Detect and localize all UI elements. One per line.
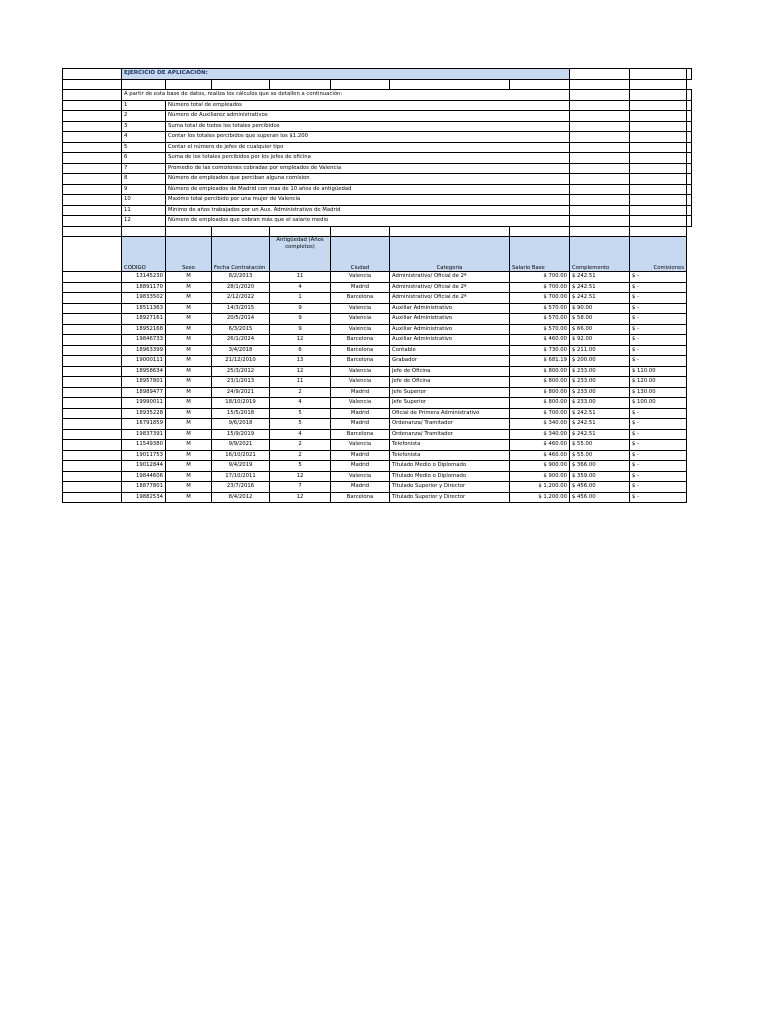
cell-sexo[interactable]: M xyxy=(166,419,212,430)
cell-complemento[interactable]: $ 200.00 xyxy=(570,356,630,367)
cell-antiguedad[interactable]: 2 xyxy=(270,387,331,398)
cell-complemento[interactable]: $ 456.00 xyxy=(570,482,630,493)
cell-complemento[interactable]: $ 55.00 xyxy=(570,440,630,451)
cell-fecha[interactable]: 6/3/2015 xyxy=(212,324,270,335)
cell-comisiones[interactable]: $ - xyxy=(630,450,687,461)
cell-fecha[interactable]: 23/7/2016 xyxy=(212,482,270,493)
task-text[interactable]: Contar los totales percibidos que superan los $1.200 xyxy=(166,132,570,143)
table-row xyxy=(63,408,692,419)
table-row xyxy=(63,293,692,304)
spreadsheet-table xyxy=(62,68,692,503)
task-row xyxy=(63,174,692,185)
cell-categoria[interactable]: Jefe Superior xyxy=(390,398,510,409)
task-row xyxy=(63,216,692,227)
task-row xyxy=(63,184,692,195)
header-fecha[interactable]: Fecha Contratación xyxy=(212,237,270,272)
cell-ciudad[interactable]: Madrid xyxy=(331,419,390,430)
cell-salario[interactable]: $ 900.00 xyxy=(510,471,570,482)
cell-fecha[interactable]: 16/10/2021 xyxy=(212,450,270,461)
cell-categoria[interactable]: Titulado Superior y Director xyxy=(390,492,510,503)
cell-fecha[interactable]: 9/4/2019 xyxy=(212,461,270,472)
cell-fecha[interactable]: 23/1/2013 xyxy=(212,377,270,388)
cell-salario[interactable]: $ 570.00 xyxy=(510,303,570,314)
table-row xyxy=(63,356,692,367)
cell-salario[interactable]: $ 340.00 xyxy=(510,419,570,430)
cell-sexo[interactable]: M xyxy=(166,492,212,503)
cell-salario[interactable]: $ 570.00 xyxy=(510,324,570,335)
cell-antiguedad[interactable]: 5 xyxy=(270,419,331,430)
cell-complemento[interactable]: $ 366.00 xyxy=(570,461,630,472)
intro-text[interactable]: A partir de esta base de datos, realiza los cálculos que se detallen a continuación: xyxy=(122,90,570,101)
table-row xyxy=(63,366,692,377)
task-text[interactable]: Número de empleados que perciban alguna comision xyxy=(166,174,570,185)
header-sexo[interactable]: Sexo xyxy=(166,237,212,272)
header-ciudad[interactable]: Ciudad xyxy=(331,237,390,272)
task-row xyxy=(63,163,692,174)
cell-fecha[interactable]: 17/10/2011 xyxy=(212,471,270,482)
cell-salario[interactable]: $ 460.00 xyxy=(510,450,570,461)
cell-comisiones[interactable]: $ - xyxy=(630,314,687,325)
task-row xyxy=(63,100,692,111)
table-row xyxy=(63,345,692,356)
cell-salario[interactable]: $ 730.00 xyxy=(510,345,570,356)
cell-fecha[interactable]: 21/12/2010 xyxy=(212,356,270,367)
cell-codigo[interactable]: 19833502 xyxy=(122,293,166,304)
cell-fecha[interactable]: 28/1/2020 xyxy=(212,282,270,293)
cell-salario[interactable]: $ 570.00 xyxy=(510,314,570,325)
cell-comisiones[interactable]: $ - xyxy=(630,303,687,314)
cell-categoria[interactable]: Oficial de Primera Administrativo xyxy=(390,408,510,419)
task-row xyxy=(63,132,692,143)
cell-complemento[interactable]: $ 233.00 xyxy=(570,398,630,409)
cell-salario[interactable]: $ 800.00 xyxy=(510,387,570,398)
cell-complemento[interactable]: $ 92.00 xyxy=(570,335,630,346)
task-number[interactable]: 5 xyxy=(122,142,166,153)
cell-antiguedad[interactable]: 12 xyxy=(270,335,331,346)
task-number[interactable]: 4 xyxy=(122,132,166,143)
cell-comisiones[interactable]: $ 100.00 xyxy=(630,398,687,409)
cell-sexo[interactable]: M xyxy=(166,450,212,461)
cell-categoria[interactable]: Ordenanza/ Tramitador xyxy=(390,419,510,430)
cell-fecha[interactable]: 15/5/2018 xyxy=(212,408,270,419)
cell-antiguedad[interactable]: 12 xyxy=(270,366,331,377)
cell-ciudad[interactable]: Valencia xyxy=(331,303,390,314)
cell-comisiones[interactable]: $ 120.00 xyxy=(630,377,687,388)
cell-ciudad[interactable]: Valencia xyxy=(331,324,390,335)
table-row xyxy=(63,440,692,451)
cell-sexo[interactable]: M xyxy=(166,377,212,388)
cell-sexo[interactable]: M xyxy=(166,324,212,335)
cell-codigo[interactable]: 18989477 xyxy=(122,387,166,398)
cell-fecha[interactable]: 24/9/2021 xyxy=(212,387,270,398)
cell-complemento[interactable]: $ 233.00 xyxy=(570,377,630,388)
cell-ciudad[interactable]: Barcelona xyxy=(331,356,390,367)
cell-categoria[interactable]: Administrativo/ Oficial de 2ª xyxy=(390,282,510,293)
task-number[interactable]: 2 xyxy=(122,111,166,122)
cell-complemento[interactable]: $ 456.00 xyxy=(570,492,630,503)
cell-ciudad[interactable]: Valencia xyxy=(331,377,390,388)
cell-sexo[interactable]: M xyxy=(166,398,212,409)
cell-salario[interactable]: $ 700.00 xyxy=(510,293,570,304)
cell-comisiones[interactable]: $ - xyxy=(630,282,687,293)
cell-antiguedad[interactable]: 9 xyxy=(270,324,331,335)
cell-antiguedad[interactable]: 1 xyxy=(270,293,331,304)
table-row xyxy=(63,324,692,335)
cell-comisiones[interactable]: $ - xyxy=(630,293,687,304)
task-number[interactable]: 8 xyxy=(122,174,166,185)
cell-codigo[interactable]: 19011753 xyxy=(122,450,166,461)
cell-ciudad[interactable]: Madrid xyxy=(331,387,390,398)
cell-comisiones[interactable]: $ - xyxy=(630,419,687,430)
cell-complemento[interactable]: $ 242.51 xyxy=(570,419,630,430)
cell-ciudad[interactable]: Barcelona xyxy=(331,429,390,440)
cell-codigo[interactable]: 18958634 xyxy=(122,366,166,377)
cell-ciudad[interactable]: Madrid xyxy=(331,461,390,472)
cell-comisiones[interactable]: $ - xyxy=(630,471,687,482)
task-number[interactable]: 1 xyxy=(122,100,166,111)
cell-categoria[interactable]: Auxiliar Administrativo xyxy=(390,335,510,346)
cell-comisiones[interactable]: $ - xyxy=(630,335,687,346)
cell-categoria[interactable]: Auxiliar Administrativo xyxy=(390,324,510,335)
table-row xyxy=(63,282,692,293)
cell-codigo[interactable]: 16791859 xyxy=(122,419,166,430)
cell-sexo[interactable]: M xyxy=(166,366,212,377)
cell-codigo[interactable]: 18952168 xyxy=(122,324,166,335)
title-row xyxy=(63,69,692,80)
cell-antiguedad[interactable]: 7 xyxy=(270,482,331,493)
cell-fecha[interactable]: 3/4/2018 xyxy=(212,345,270,356)
cell-categoria[interactable]: Auxiliar Administrativo xyxy=(390,303,510,314)
cell-sexo[interactable]: M xyxy=(166,282,212,293)
cell-antiguedad[interactable]: 12 xyxy=(270,471,331,482)
cell-codigo[interactable]: 19846733 xyxy=(122,335,166,346)
cell-ciudad[interactable]: Madrid xyxy=(331,482,390,493)
task-number[interactable]: 6 xyxy=(122,153,166,164)
task-row xyxy=(63,121,692,132)
cell-ciudad[interactable]: Barcelona xyxy=(331,335,390,346)
cell-comisiones[interactable]: $ - xyxy=(630,272,687,283)
cell-salario[interactable]: $ 800.00 xyxy=(510,398,570,409)
table-row xyxy=(63,450,692,461)
cell-sexo[interactable]: M xyxy=(166,471,212,482)
cell-comisiones[interactable]: $ - xyxy=(630,356,687,367)
cell-complemento[interactable]: $ 242.51 xyxy=(570,408,630,419)
cell-antiguedad[interactable]: 13 xyxy=(270,356,331,367)
cell-ciudad[interactable]: Valencia xyxy=(331,471,390,482)
header-categoria[interactable]: Categoria xyxy=(390,237,510,272)
cell-fecha[interactable]: 8/4/2012 xyxy=(212,492,270,503)
task-row xyxy=(63,111,692,122)
cell-categoria[interactable]: Auxiliar Administrativo xyxy=(390,314,510,325)
cell-salario[interactable]: $ 700.00 xyxy=(510,282,570,293)
cell-complemento[interactable]: $ 90.00 xyxy=(570,303,630,314)
task-text[interactable]: Número de empleados de Madrid con mas de 10 años de antigüedad xyxy=(166,184,570,195)
cell-salario[interactable]: $ 900.00 xyxy=(510,461,570,472)
table-row xyxy=(63,429,692,440)
cell-antiguedad[interactable]: 6 xyxy=(270,345,331,356)
cell-complemento[interactable]: $ 233.00 xyxy=(570,366,630,377)
cell-codigo[interactable]: 18891170 xyxy=(122,282,166,293)
cell-categoria[interactable]: Contable xyxy=(390,345,510,356)
cell-categoria[interactable]: Jefe de Oficina xyxy=(390,366,510,377)
cell-salario[interactable]: $ 681.19 xyxy=(510,356,570,367)
cell-sexo[interactable]: M xyxy=(166,356,212,367)
cell-antiguedad[interactable]: 2 xyxy=(270,450,331,461)
cell-fecha[interactable]: 9/9/2021 xyxy=(212,440,270,451)
intro-row xyxy=(63,90,692,101)
cell-categoria[interactable]: Telefonista xyxy=(390,450,510,461)
cell-codigo[interactable]: 18877801 xyxy=(122,482,166,493)
cell-salario[interactable]: $ 700.00 xyxy=(510,272,570,283)
cell-complemento[interactable]: $ 58.00 xyxy=(570,314,630,325)
cell-sexo[interactable]: M xyxy=(166,387,212,398)
cell-salario[interactable]: $ 800.00 xyxy=(510,366,570,377)
empty-row xyxy=(63,79,692,90)
cell-salario[interactable]: $ 460.00 xyxy=(510,335,570,346)
cell-complemento[interactable]: $ 242.51 xyxy=(570,272,630,283)
cell-codigo[interactable]: 18511363 xyxy=(122,303,166,314)
table-row xyxy=(63,398,692,409)
cell-categoria[interactable]: Titulado Medio o Diplomado xyxy=(390,471,510,482)
task-text[interactable]: Contar el número de jefes de cualquier tipo xyxy=(166,142,570,153)
task-text[interactable]: Número total de empleados xyxy=(166,100,570,111)
cell-complemento[interactable]: $ 242.51 xyxy=(570,282,630,293)
cell-fecha[interactable]: 8/2/2013 xyxy=(212,272,270,283)
task-text[interactable]: Número de Auxiliarez administrativos xyxy=(166,111,570,122)
cell-ciudad[interactable]: Madrid xyxy=(331,450,390,461)
cell-salario[interactable]: $ 1,200.00 xyxy=(510,492,570,503)
task-text[interactable]: Maximo total percibido por una mujer de Valencia xyxy=(166,195,570,206)
cell-codigo[interactable]: 18957801 xyxy=(122,377,166,388)
cell-antiguedad[interactable]: 9 xyxy=(270,314,331,325)
task-number[interactable]: 10 xyxy=(122,195,166,206)
table-row xyxy=(63,314,692,325)
cell-antiguedad[interactable]: 11 xyxy=(270,377,331,388)
cell-salario[interactable]: $ 1,200.00 xyxy=(510,482,570,493)
task-number[interactable]: 9 xyxy=(122,184,166,195)
cell-salario[interactable]: $ 340.00 xyxy=(510,429,570,440)
cell-categoria[interactable]: Telefonista xyxy=(390,440,510,451)
cell-sexo[interactable]: M xyxy=(166,482,212,493)
cell-categoria[interactable]: Grabador xyxy=(390,356,510,367)
header-complemento[interactable]: Complemento xyxy=(570,237,630,272)
cell-complemento[interactable]: $ 211.00 xyxy=(570,345,630,356)
task-number[interactable]: 11 xyxy=(122,205,166,216)
cell-complemento[interactable]: $ 242.51 xyxy=(570,429,630,440)
cell-complemento[interactable]: $ 66.00 xyxy=(570,324,630,335)
cell-antiguedad[interactable]: 5 xyxy=(270,408,331,419)
table-row xyxy=(63,335,692,346)
cell-comisiones[interactable]: $ - xyxy=(630,429,687,440)
cell-ciudad[interactable]: Madrid xyxy=(331,408,390,419)
cell-codigo[interactable]: 19882534 xyxy=(122,492,166,503)
task-number[interactable]: 7 xyxy=(122,163,166,174)
cell-comisiones[interactable]: $ - xyxy=(630,461,687,472)
table-row xyxy=(63,272,692,283)
cell-sexo[interactable]: M xyxy=(166,272,212,283)
cell-comisiones[interactable]: $ 110.00 xyxy=(630,366,687,377)
header-row xyxy=(63,237,692,272)
cell-categoria[interactable]: Administrativo/ Oficial de 2ª xyxy=(390,293,510,304)
cell-sexo[interactable]: M xyxy=(166,314,212,325)
cell-fecha[interactable]: 20/5/2014 xyxy=(212,314,270,325)
task-text[interactable]: Número de empleados que cobran más que el salario medio xyxy=(166,216,570,227)
cell-codigo[interactable]: 19844606 xyxy=(122,471,166,482)
table-row xyxy=(63,419,692,430)
sheet-title[interactable]: EJERCICIO DE APLICACIÓN: xyxy=(122,69,570,80)
task-row xyxy=(63,205,692,216)
cell-antiguedad[interactable]: 5 xyxy=(270,461,331,472)
cell-ciudad[interactable]: Valencia xyxy=(331,272,390,283)
cell-ciudad[interactable]: Valencia xyxy=(331,440,390,451)
sheet-body xyxy=(63,69,692,503)
task-row xyxy=(63,142,692,153)
cell-sexo[interactable]: M xyxy=(166,429,212,440)
cell-comisiones[interactable]: $ - xyxy=(630,324,687,335)
table-row xyxy=(63,461,692,472)
header-salario[interactable]: Salario Base xyxy=(510,237,570,272)
cell-categoria[interactable]: Ordenanza/ Tramitador xyxy=(390,429,510,440)
cell-comisiones[interactable]: $ - xyxy=(630,345,687,356)
cell-codigo[interactable]: 18935228 xyxy=(122,408,166,419)
cell-categoria[interactable]: Jefe de Oficina xyxy=(390,377,510,388)
cell-codigo[interactable]: 19012844 xyxy=(122,461,166,472)
cell-sexo[interactable]: M xyxy=(166,345,212,356)
cell-sexo[interactable]: M xyxy=(166,335,212,346)
cell-antiguedad[interactable]: 11 xyxy=(270,272,331,283)
cell-salario[interactable]: $ 800.00 xyxy=(510,377,570,388)
cell-codigo[interactable]: 18927161 xyxy=(122,314,166,325)
cell-complemento[interactable]: $ 242.51 xyxy=(570,293,630,304)
empty-row xyxy=(63,226,692,237)
cell-sexo[interactable]: M xyxy=(166,440,212,451)
header-comisiones[interactable]: Comisiones xyxy=(630,237,687,272)
cell-sexo[interactable]: M xyxy=(166,303,212,314)
cell-ciudad[interactable]: Barcelona xyxy=(331,492,390,503)
cell-comisiones[interactable]: $ - xyxy=(630,482,687,493)
cell-fecha[interactable]: 18/10/2019 xyxy=(212,398,270,409)
cell-codigo[interactable]: 19990011 xyxy=(122,398,166,409)
cell-comisiones[interactable]: $ 130.00 xyxy=(630,387,687,398)
cell-ciudad[interactable]: Valencia xyxy=(331,314,390,325)
cell-fecha[interactable]: 25/3/2012 xyxy=(212,366,270,377)
task-row xyxy=(63,195,692,206)
cell-codigo[interactable]: 13145230 xyxy=(122,272,166,283)
cell-salario[interactable]: $ 700.00 xyxy=(510,408,570,419)
task-text[interactable]: Suma total de todos los totales percibidos xyxy=(166,121,570,132)
cell-complemento[interactable]: $ 233.00 xyxy=(570,387,630,398)
table-row xyxy=(63,482,692,493)
cell-complemento[interactable]: $ 55.00 xyxy=(570,450,630,461)
cell-salario[interactable]: $ 460.00 xyxy=(510,440,570,451)
cell-antiguedad[interactable]: 4 xyxy=(270,398,331,409)
cell-comisiones[interactable]: $ - xyxy=(630,440,687,451)
cell-antiguedad[interactable]: 4 xyxy=(270,282,331,293)
table-row xyxy=(63,303,692,314)
cell-antiguedad[interactable]: 12 xyxy=(270,492,331,503)
header-antiguedad[interactable]: Antigüedad (Años completos) xyxy=(270,237,331,272)
cell-ciudad[interactable]: Valencia xyxy=(331,398,390,409)
task-number[interactable]: 3 xyxy=(122,121,166,132)
task-text[interactable]: Suma de los totales percibidos por los jefes de oficina xyxy=(166,153,570,164)
task-text[interactable]: Minimo de años trabajados por un Aux. Administrativo de Madrid xyxy=(166,205,570,216)
task-text[interactable]: Promedio de las comiziones cobradas por empleados de Valencia xyxy=(166,163,570,174)
cell-fecha[interactable]: 2/12/2022 xyxy=(212,293,270,304)
cell-sexo[interactable]: M xyxy=(166,293,212,304)
task-number[interactable]: 12 xyxy=(122,216,166,227)
cell-ciudad[interactable]: Barcelona xyxy=(331,293,390,304)
cell-comisiones[interactable]: $ - xyxy=(630,492,687,503)
cell-ciudad[interactable]: Madrid xyxy=(331,282,390,293)
cell-fecha[interactable]: 9/6/2018 xyxy=(212,419,270,430)
table-row xyxy=(63,377,692,388)
header-codigo[interactable]: CODIGO xyxy=(122,237,166,272)
cell-fecha[interactable]: 26/1/2024 xyxy=(212,335,270,346)
task-row xyxy=(63,153,692,164)
cell-codigo[interactable]: 18963399 xyxy=(122,345,166,356)
cell-antiguedad[interactable]: 4 xyxy=(270,429,331,440)
cell-fecha[interactable]: 14/3/2015 xyxy=(212,303,270,314)
cell-codigo[interactable]: 11549380 xyxy=(122,440,166,451)
table-row xyxy=(63,471,692,482)
cell-fecha[interactable]: 15/9/2019 xyxy=(212,429,270,440)
cell-sexo[interactable]: M xyxy=(166,408,212,419)
table-row xyxy=(63,492,692,503)
cell-ciudad[interactable]: Barcelona xyxy=(331,345,390,356)
table-row xyxy=(63,387,692,398)
cell-codigo[interactable]: 19000111 xyxy=(122,356,166,367)
cell-antiguedad[interactable]: 9 xyxy=(270,303,331,314)
cell-categoria[interactable]: Titulado Superior y Director xyxy=(390,482,510,493)
cell-ciudad[interactable]: Valencia xyxy=(331,366,390,377)
cell-comisiones[interactable]: $ - xyxy=(630,408,687,419)
cell-sexo[interactable]: M xyxy=(166,461,212,472)
cell-complemento[interactable]: $ 359.00 xyxy=(570,471,630,482)
cell-categoria[interactable]: Jefe Superior xyxy=(390,387,510,398)
cell-categoria[interactable]: Titulado Medio o Diplomado xyxy=(390,461,510,472)
cell-codigo[interactable]: 19837391 xyxy=(122,429,166,440)
cell-antiguedad[interactable]: 2 xyxy=(270,440,331,451)
cell-categoria[interactable]: Administrativo/ Oficial de 2ª xyxy=(390,272,510,283)
